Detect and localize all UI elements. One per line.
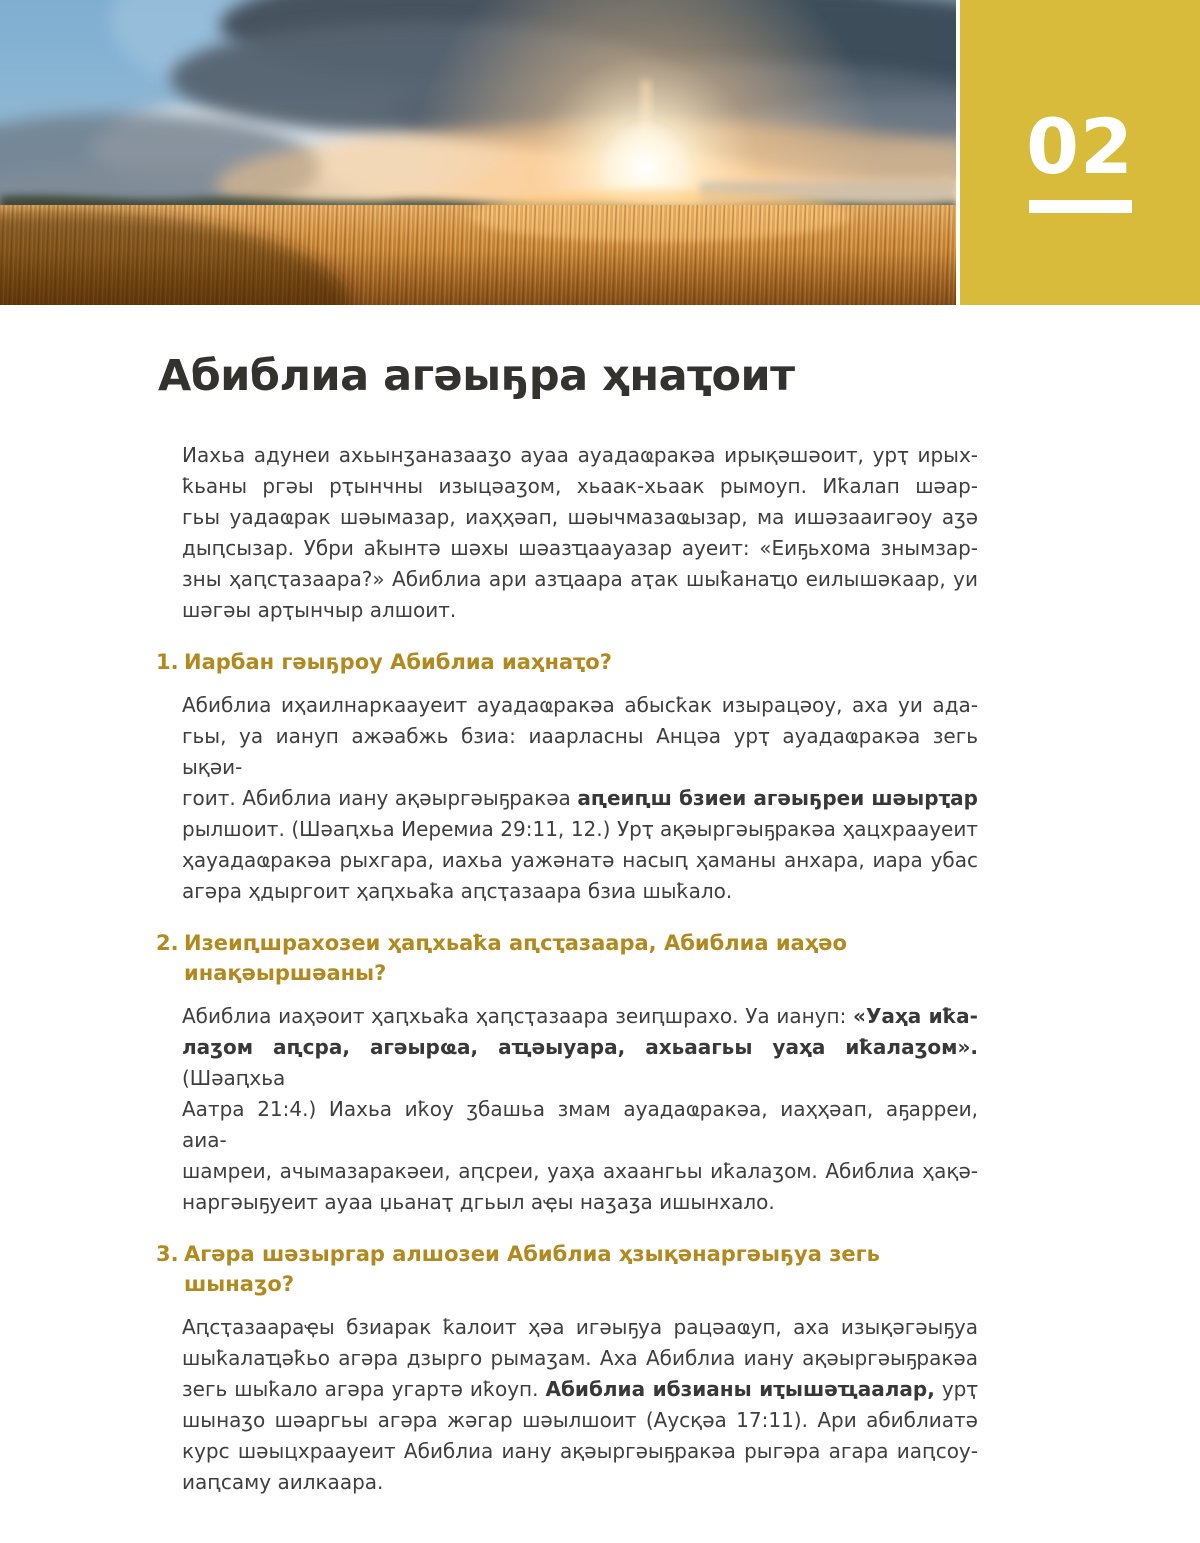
text-line: гьы уадаҩрак шәымазар, иаҳҳәап, шәычмазаҩызар, ма ишәзааигәоу аӡә [182, 504, 978, 529]
text-line: Абиблиа иҳаилнаркаауеит ауадаҩракәа абысҟак изырацәоу, аха уи ада- [182, 692, 978, 717]
text-line: шәгәы арҭынчыр алшоит. [182, 597, 457, 622]
question-text [184, 647, 980, 677]
article-sections [156, 440, 980, 1498]
text-line: рылшоит. (Шәаԥхьа Иеремиа 29:11, 12.) Урҭ ақәыргәыҕракәа ҳацхраауеит [182, 816, 978, 841]
body-paragraph [182, 690, 978, 907]
text-line: шыҟалаҵәҟьо агәра дзырго рымаӡам. Аха Абиблиа иану ақәыргәыҕракәа [182, 1345, 978, 1370]
text-line: гьы, уа иануп ажәабжь бзиа: иаарласны Анцәа урҭ ауадаҩракәа зегь ықәи- [182, 723, 978, 779]
body-paragraph [182, 1312, 978, 1498]
body-paragraph [182, 440, 978, 626]
article-content [156, 351, 980, 1498]
text-line: курс шәыцхраауеит Абиблиа иану ақәыргәыҕракәа рыгәра агара иаԥсоу- [182, 1438, 978, 1463]
text-line: инақәыршәаны? [184, 960, 387, 985]
question-text [184, 928, 980, 988]
text-line: зны ҳаԥсҭазаара?» Абиблиа ари азҵаара аҭак шыҟанаҵо еилышәкаар, уи [182, 566, 978, 591]
question-number: 1. [156, 649, 179, 674]
question-number: 2. [156, 930, 179, 955]
text-line: ҳауадаҩракәа рыхгара, иахьа уажәнатә насыԥ ҳаманы анхара, иара убас [182, 847, 978, 872]
question-heading-1 [156, 647, 980, 677]
text-line: Агәра шәзыргар алшозеи Абиблиа ҳзықәнаргәыҕуа зегь шынаӡо? [184, 1241, 880, 1296]
text-line: иаԥсаму аилкаара. [182, 1469, 384, 1494]
text-line: Аԥсҭазаараҿы бзиарак ҟалоит ҳәа игәыҕуа рацәаҩуп, аха изықәгәыҕуа [182, 1314, 978, 1339]
body-paragraph [182, 1001, 978, 1218]
text-line: шамреи, ачымазаракәеи, аԥсреи, уаҳа ахаангьы иҟалаӡом. Абиблиа ҳақә- [182, 1158, 978, 1183]
unit-number-badge [960, 0, 1200, 305]
page-title: Абиблиа агәыҕра ҳнаҭоит [158, 351, 795, 401]
text-line: Иарбан гәыҕроу Абиблиа иаҳнаҭо? [184, 649, 612, 674]
text-line: Иахьа адунеи ахьынӡаназааӡо ауаа ауадаҩракәа ирықәшәоит, урҭ ирых- [182, 442, 978, 467]
unit-number-underline [1029, 200, 1132, 213]
hero-photo [0, 0, 956, 305]
unit-number: 02 [1026, 101, 1134, 191]
text-line: агәра ҳдыргоит ҳаԥхьаҟа аԥсҭазаара бзиа шыҟало. [182, 878, 733, 903]
text-line: Абиблиа иаҳәоит ҳаԥхьаҟа ҳаԥсҭазаара зеиԥшрахо. Уа иануп: «Уаҳа иҟа- [182, 1003, 978, 1028]
text-line: лаӡом аԥсра, агәырҩа, аҵәыуара, ахьаагьы уаҳа иҟалаӡом». (Шәаԥхьа [182, 1034, 978, 1090]
text-line: Изеиԥшрахозеи ҳаԥхьаҟа аԥсҭазаара, Абиблиа иаҳәо [184, 930, 847, 955]
text-line: дыԥсызар. Убри аҟынтә шәхы шәазҵаауазар ауеит: «Еиҕьхома знымзар- [182, 535, 978, 560]
text-line: наргәыҕуеит ауаа џьанаҭ дгьыл аҿы наӡаӡа ишынхало. [182, 1189, 775, 1214]
question-heading-2 [156, 928, 980, 988]
text-line: шынаӡо шәаргьы агәра жәгар шәылшоит (Аусқәа 17:11). Ари абиблиатә [182, 1407, 978, 1432]
text-line: Аатра 21:4.) Иахьа иҟоу ӡбашьа змам ауадаҩракәа, иаҳҳәап, аҕарреи, аиа- [182, 1096, 978, 1152]
hero-row [0, 0, 1200, 305]
question-number: 3. [156, 1241, 179, 1266]
text-line: гоит. Абиблиа иану ақәыргәыҕракәа аԥеиԥш бзиеи агәыҕреи шәырҭар [182, 785, 978, 810]
text-line: зегь шыҟало агәра угартә иҟоуп. Абиблиа ибзианы иҭышәҵаалар, урҭ [182, 1376, 978, 1401]
question-heading-3 [156, 1239, 980, 1299]
question-text [184, 1239, 980, 1299]
text-line: ҟьаны ргәы рҭынчны изыцәаӡом, хьаак-хьаак рымоуп. Иҟалап шәар- [182, 473, 978, 498]
